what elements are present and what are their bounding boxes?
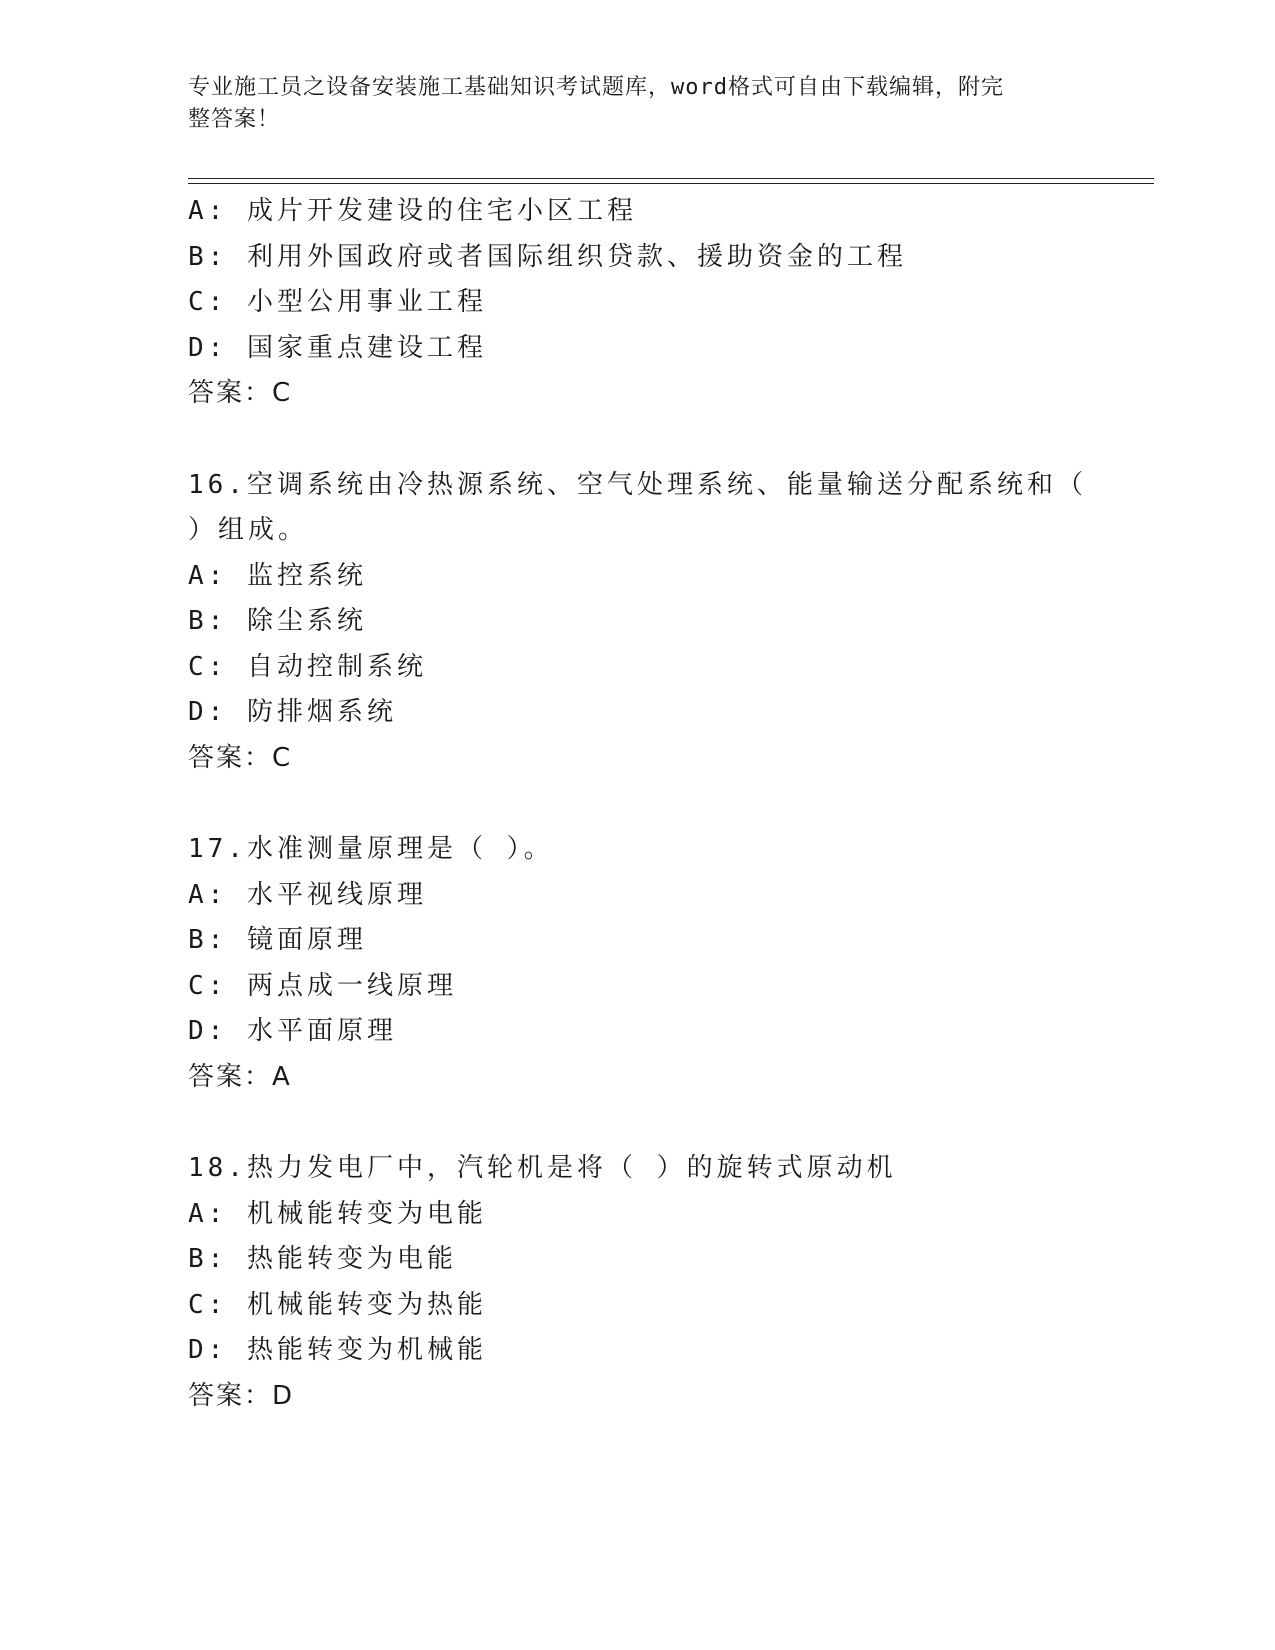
question-stem-line-2: ）组成。 [188, 515, 309, 545]
question-17 [188, 827, 1088, 1100]
option-a: A: 机械能转变为电能 [188, 1198, 487, 1229]
option-d: D: 国家重点建设工程 [188, 332, 487, 363]
option-c: C: 两点成一线原理 [188, 970, 457, 1001]
answer: 答案：D [188, 1380, 295, 1411]
option-c: C: 小型公用事业工程 [188, 287, 487, 317]
header-divider-bottom [188, 183, 1154, 184]
option-d: D: 防排烟系统 [188, 697, 397, 727]
document-header [188, 72, 1068, 136]
question-list [188, 189, 1088, 1419]
option-a: A: 成片开发建设的住宅小区工程 [188, 196, 637, 226]
answer: 答案：C [188, 742, 293, 773]
question-16 [188, 463, 1088, 782]
answer: 答案：A [188, 1061, 292, 1092]
option-c: C: 自动控制系统 [188, 651, 427, 682]
option-c: C: 机械能转变为热能 [188, 1289, 487, 1320]
option-a: A: 水平视线原理 [188, 879, 427, 910]
header-title-line-1: 专业施工员之设备安装施工基础知识考试题库，word格式可自由下载编辑，附完 [188, 75, 1004, 100]
spacer [188, 1100, 1088, 1146]
question-15 [188, 189, 1088, 417]
option-b: B: 利用外国政府或者国际组织贷款、援助资金的工程 [188, 241, 907, 272]
option-b: B: 除尘系统 [188, 606, 367, 636]
option-a: A: 监控系统 [188, 560, 367, 591]
header-divider-top [188, 178, 1154, 179]
option-d: D: 热能转变为机械能 [188, 1335, 487, 1365]
question-stem: 18.热力发电厂中，汽轮机是将（ ）的旋转式原动机 [188, 1153, 897, 1183]
question-stem: 17.水准测量原理是（ ）。 [188, 834, 554, 864]
answer: 答案：C [188, 378, 293, 408]
option-b: B: 镜面原理 [188, 925, 367, 955]
spacer [188, 781, 1088, 827]
spacer [188, 417, 1088, 463]
header-title-line-2: 整答案！ [188, 107, 281, 132]
question-18 [188, 1146, 1088, 1419]
option-d: D: 水平面原理 [188, 1016, 397, 1046]
option-b: B: 热能转变为电能 [188, 1244, 457, 1274]
question-stem-line-1: 16.空调系统由冷热源系统、空气处理系统、能量输送分配系统和（ [188, 469, 1087, 500]
